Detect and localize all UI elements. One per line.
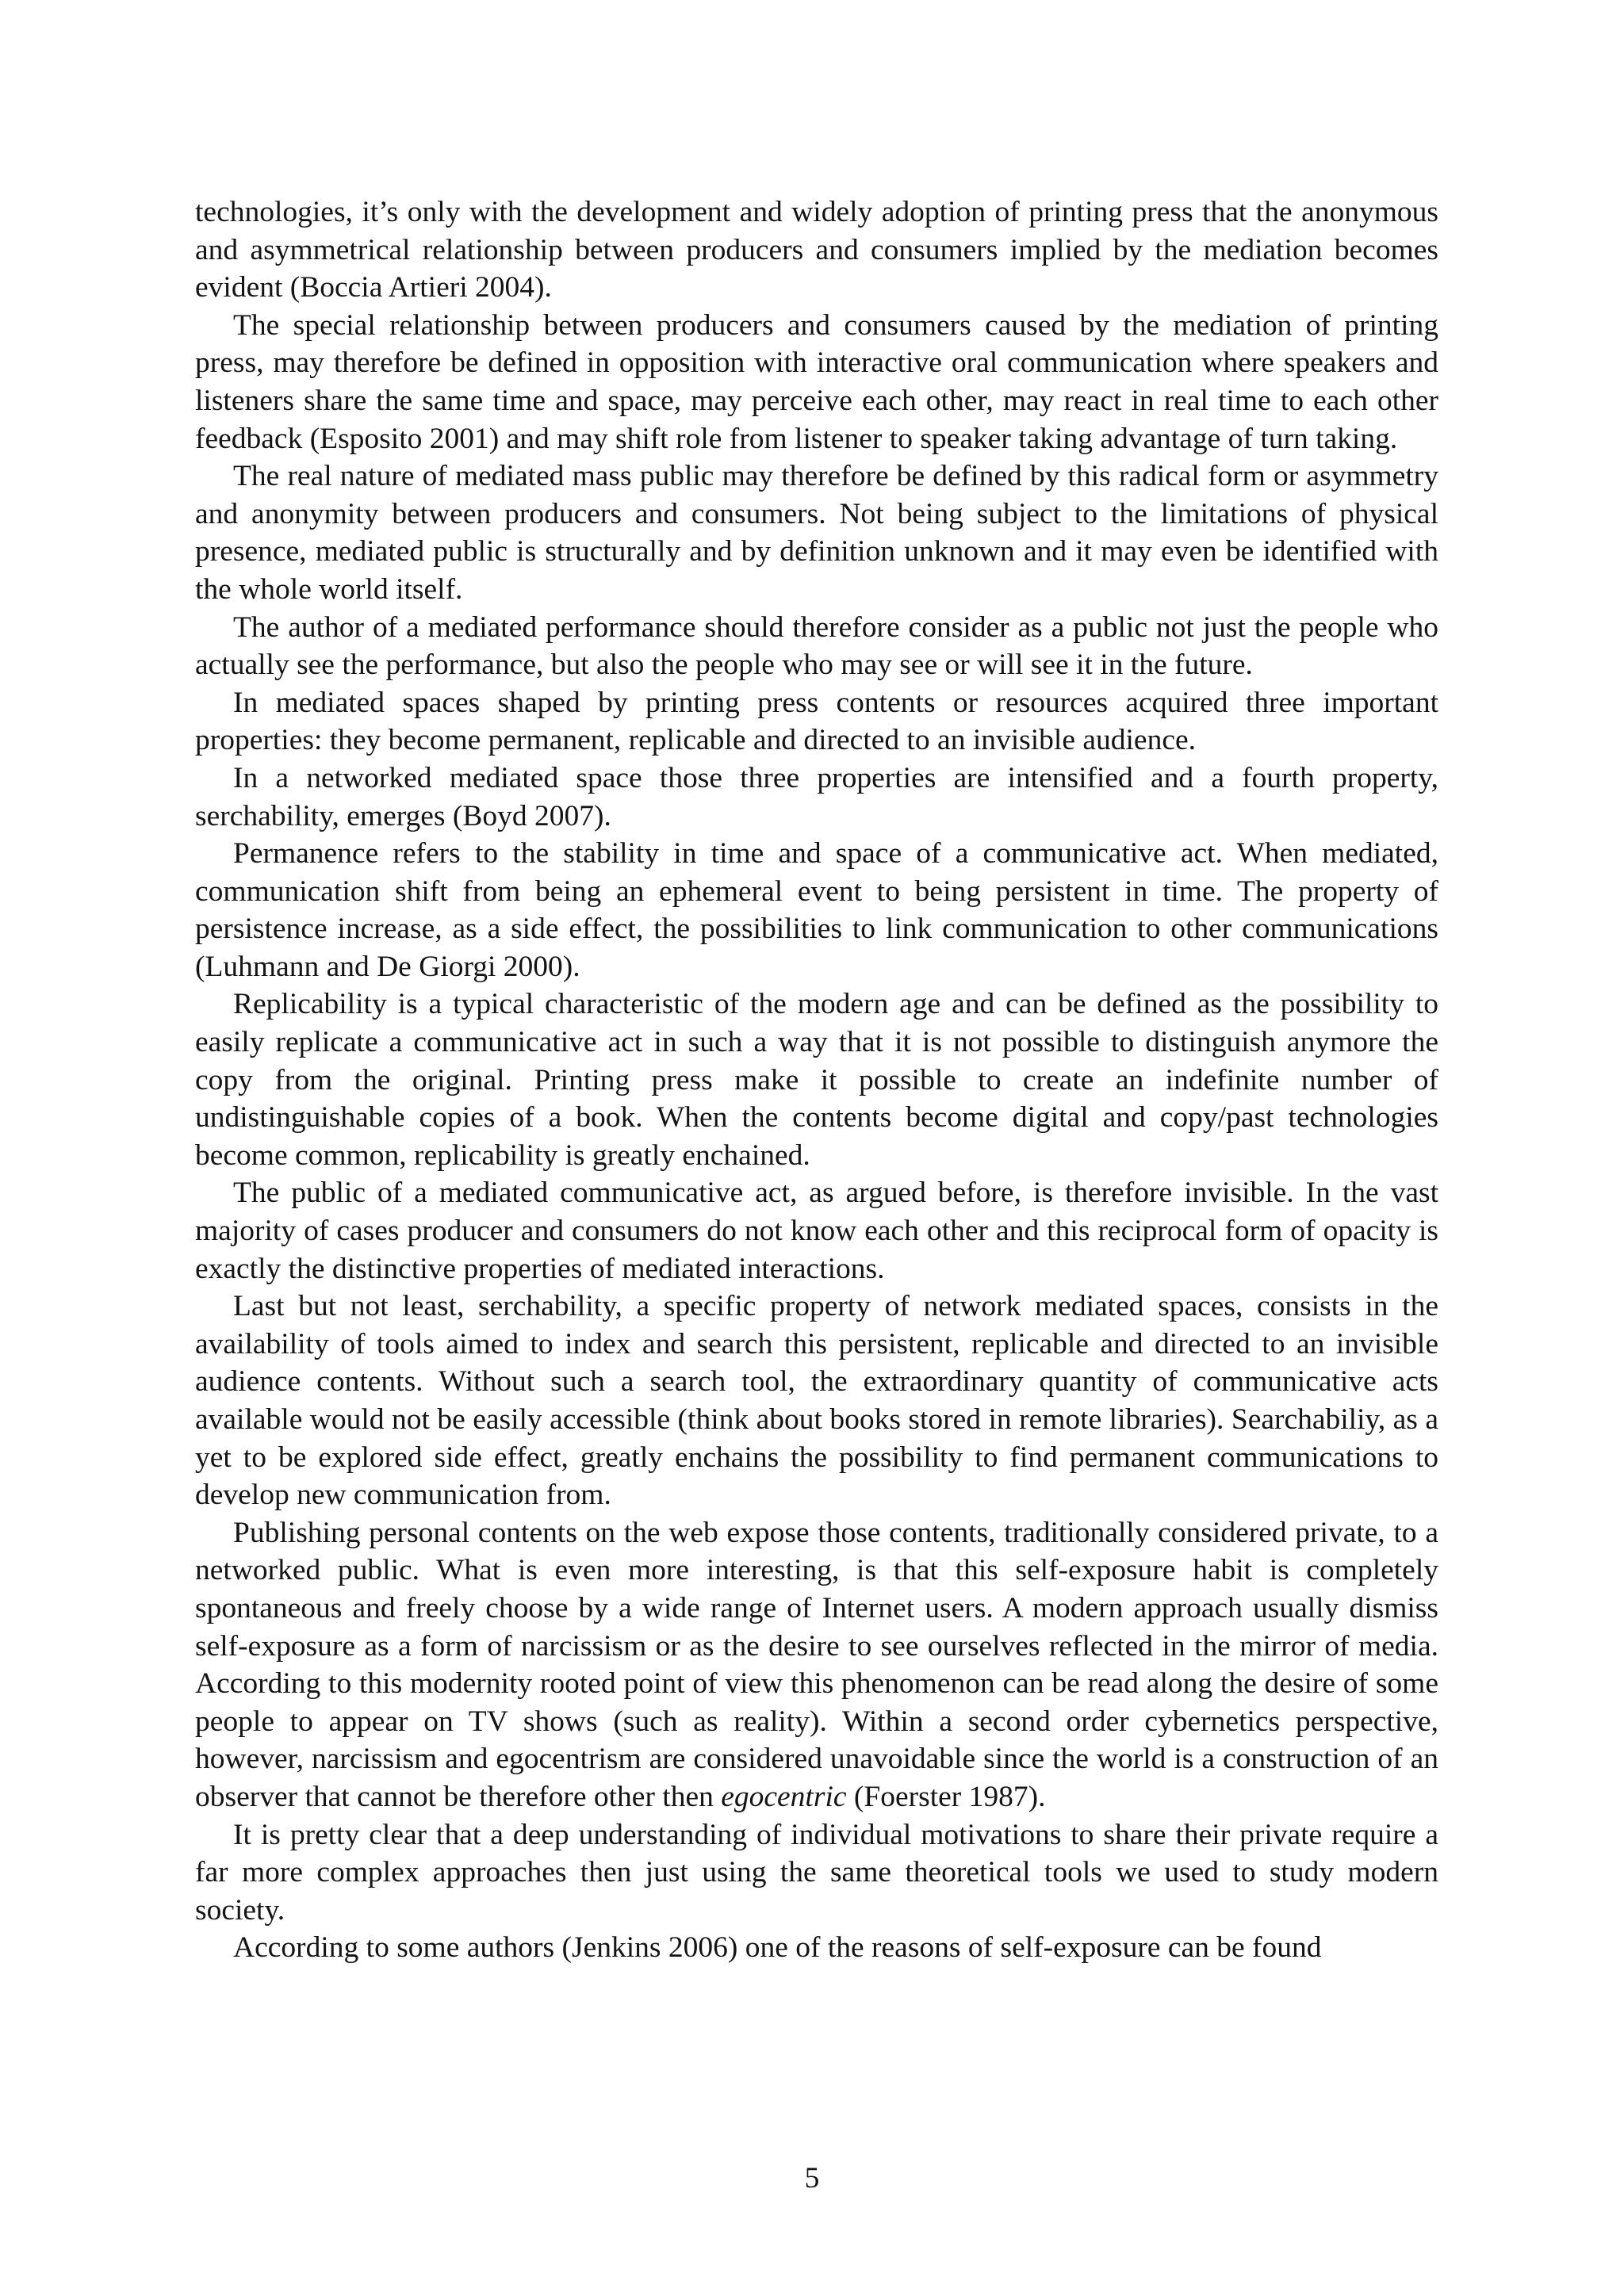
emphasis-egocentric: egocentric — [721, 1780, 847, 1813]
paragraph-7: Permanence refers to the stability in time and space of a communicative act. When mediated, communication shift from being an ephemeral event to being persistent in time. The property of persistence increase, as a side effect, the possibilities to link communication to other communications (Luhmann and De Giorgi 2000). — [195, 837, 1438, 983]
page-number: 5 — [804, 2162, 820, 2195]
paragraph-11 — [195, 1514, 1438, 1816]
paragraph-1: technologies, it’s only with the development and widely adoption of printing press that the anonymous and asymmetrical relationship between producers and consumers implied by the mediation becomes evident (Boccia Artieri 2004). — [195, 196, 1438, 304]
paragraph-5: In mediated spaces shaped by printing press contents or resources acquired three important properties: they become permanent, replicable and directed to an invisible audience. — [195, 686, 1438, 757]
paragraph-2: The special relationship between producers and consumers caused by the mediation of printing press, may therefore be defined in opposition with interactive oral communication where speakers and listeners share the same time and space, may perceive each other, may react in real time to each other feedback (Esposito 2001) and may shift role from listener to speaker taking advantage of turn taking. — [195, 308, 1438, 455]
paragraph-10: Last but not least, serchability, a specific property of network mediated spaces, consists in the availability of tools aimed to index and search this persistent, replicable and directed to an invisible audience contents. Without such a search tool, the extraordinary quantity of communicative acts available would not be easily accessible (think about books stored in remote libraries). Searchabiliy, as a yet to be explored side effect, greatly enchains the possibility to find permanent communications to develop new communication from. — [195, 1290, 1438, 1512]
paragraph-12: It is pretty clear that a deep understanding of individual motivations to share their private require a far more complex approaches then just using the same theoretical tools we used to study modern society. — [195, 1818, 1438, 1927]
paragraph-4: The author of a mediated performance should therefore consider as a public not just the people who actually see the performance, but also the people who may see or will see it in the future. — [195, 610, 1438, 682]
paragraph-13: According to some authors (Jenkins 2006) one of the reasons of self-exposure can be found — [233, 1931, 1322, 1965]
paragraph-8: Replicability is a typical characteristic of the modern age and can be defined as the possibility to easily replicate a communicative act in such a way that it is not possible to distinguish anymore the copy from the original. Printing press make it possible to create an indefinite number of undistinguishable copies of a book. When the contents become digital and copy/past technologies become common, replicability is greatly enchained. — [195, 988, 1438, 1172]
paragraph-11-text-after: (Foerster 1987). — [846, 1780, 1046, 1813]
paragraph-3: The real nature of mediated mass public may therefore be defined by this radical form or asymmetry and anonymity between producers and consumers. Not being subject to the limitations of physical presence, mediated public is structurally and by definition unknown and it may even be identified with the whole world itself. — [195, 460, 1438, 606]
paragraph-6: In a networked mediated space those three properties are intensified and a fourth property, serchability, emerges (Boyd 2007). — [195, 761, 1438, 832]
page-body — [195, 193, 1438, 1967]
paragraph-11-text-before: Publishing personal contents on the web expose those contents, traditionally considered private, to a networked public. What is even more interesting, is that this self-exposure habit is completely spontaneous and freely choose by a wide range of Internet users. A modern approach usually dismiss self-exposure as a form of narcissism or as the desire to see ourselves reflected in the mirror of media. According to this modernity rooted point of view this phenomenon can be read along the desire of some people to appear on TV shows (such as reality). Within a second order cybernetics perspective, however, narcissism and egocentrism are considered unavoidable since the world is a construction of an observer that cannot be therefore other then — [195, 1516, 1438, 1813]
paragraph-9: The public of a mediated communicative act, as argued before, is therefore invisible. In the vast majority of cases producer and consumers do not know each other and this reciprocal form of opacity is exactly the distinctive properties of mediated interactions. — [195, 1177, 1438, 1285]
